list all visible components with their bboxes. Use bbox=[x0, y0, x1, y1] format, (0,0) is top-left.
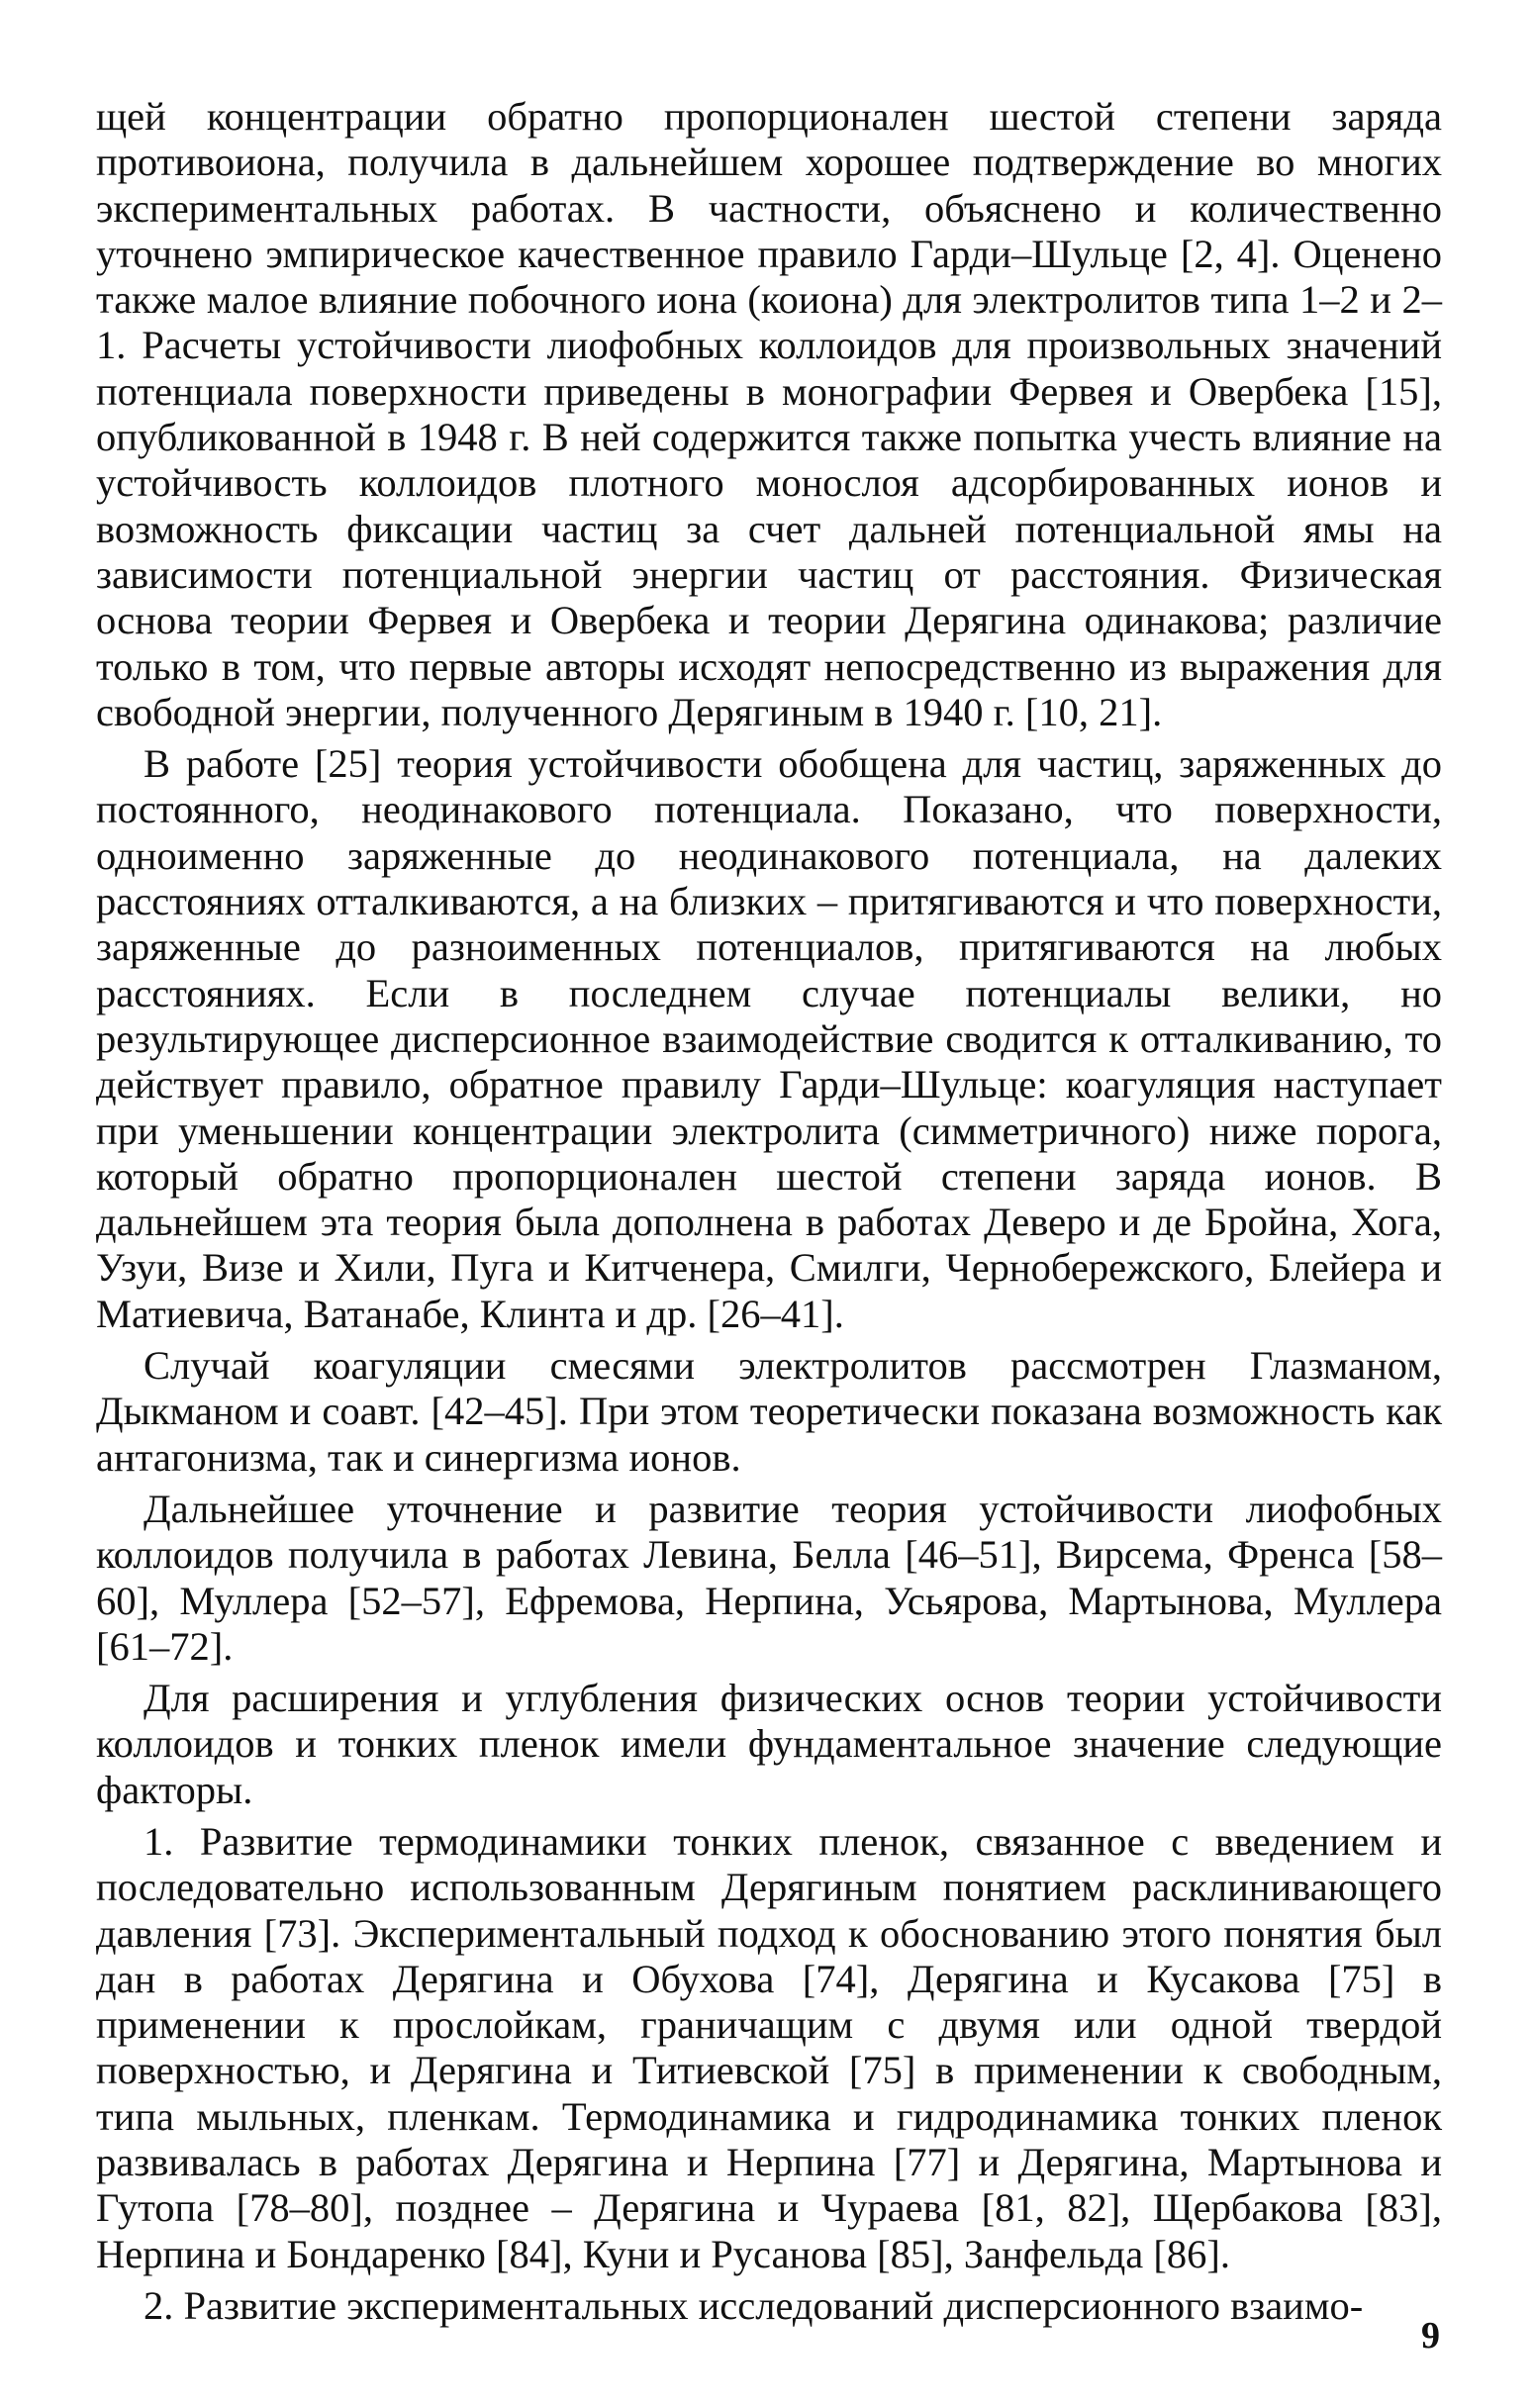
paragraph-6: 1. Развитие термодинамики тонких пленок, связанное с введением и последовательно использованным Дерягиным понятием расклинивающего давления [73]. Экспериментальный подход к обоснованию этого понятия был дан в работах Дерягина и Обухова [74], Дерягина и Кусакова [75] в применении к прослойкам, граничащим с двумя или одной твердой поверхностью, и Дерягина и Титиевской [75] в применении к свободным, типа мыльных, пленкам. Термодинамика и гидродинамика тонких пленок развивалась в работах Дерягина и Нерпина [77] и Дерягина, Мартынова и Гутопа [78–80], позднее – Дерягина и Чураева [81, 82], Щербакова [83], Нерпина и Бондаренко [84], Куни и Русанова [85], Занфельда [86]. bbox=[96, 1818, 1442, 2276]
paragraph-2: В работе [25] теория устойчивости обобщена для частиц, заряженных до постоянного, неодинакового потенциала. Показано, что поверхности, одноименно заряженные до неодинакового потенциала, на далеких расстояниях отталкиваются, а на близких – притягиваются и что поверхности, заряженные до разноименных потенциалов, притягиваются на любых расстояниях. Если в последнем случае потенциалы велики, но результирующее дисперсионное взаимодействие сводится к отталкиванию, то действует правило, обратное правилу Гарди–Шульце: коагуляция наступает при уменьшении концентрации электролита (симметричного) ниже порога, который обратно пропорционален шестой степени заряда ионов. В дальнейшем эта теория была дополнена в работах Деверо и де Бройна, Хога, Узуи, Визе и Хили, Пуга и Китченера, Смилги, Чернобережского, Блейера и Матиевича, Ватанабе, Клинта и др. [26–41]. bbox=[96, 741, 1442, 1336]
page-number: 9 bbox=[1421, 2315, 1440, 2357]
paragraph-5: Для расширения и углубления физических основ теории устойчивости коллоидов и тонких пленок имели фундаментальное значение следующие факторы. bbox=[96, 1676, 1442, 1812]
paragraph-3: Случай коагуляции смесями электролитов рассмотрен Глазманом, Дыкманом и соавт. [42–45]. При этом теоретически показана возможность как антагонизма, так и синергизма ионов. bbox=[96, 1343, 1442, 1480]
paragraph-7: 2. Развитие экспериментальных исследований дисперсионного взаимо- bbox=[144, 2282, 1364, 2328]
paragraph-1: щей концентрации обратно пропорционален шестой степени заряда противоиона, получила в дальнейшем хорошее подтверждение во многих экспериментальных работах. В частности, объяснено и количественно уточнено эмпирическое качественное правило Гарди–Шульце [2, 4]. Оценено также малое влияние побочного иона (коиона) для электролитов типа 1–2 и 2–1. Расчеты устойчивости лиофобных коллоидов для произвольных значений потенциала поверхности приведены в монографии Фервея и Овербека [15], опубликованной в 1948 г. В ней содержится также попытка учесть влияние на устойчивость коллоидов плотного монослоя адсорбированных ионов и возможность фиксации частиц за счет дальней потенциальной ямы на зависимости потенциальной энергии частиц от расстояния. Физическая основа теории Фервея и Овербека и теории Дерягина одинакова; различие только в том, что первые авторы исходят непосредственно из выражения для свободной энергии, полученного Дерягиным в 1940 г. [10, 21]. bbox=[96, 94, 1442, 734]
paragraph-4: Дальнейшее уточнение и развитие теория устойчивости лиофобных коллоидов получила в работах Левина, Белла [46–51], Вирсема, Френса [58–60], Муллера [52–57], Ефремова, Нерпина, Усьярова, Мартынова, Муллера [61–72]. bbox=[96, 1486, 1442, 1669]
page-body bbox=[96, 94, 1442, 2335]
